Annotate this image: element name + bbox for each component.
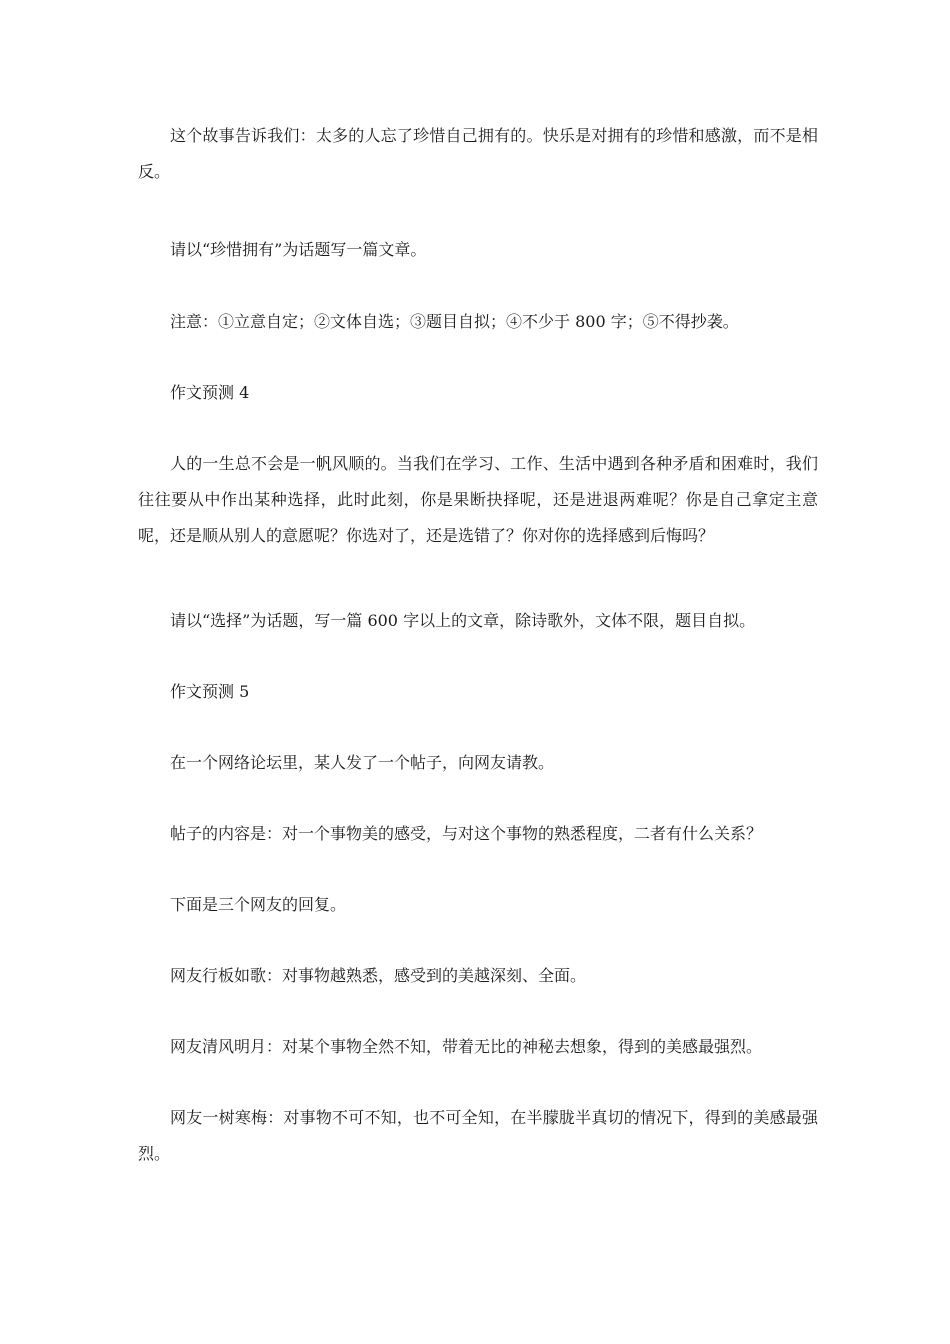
heading-prediction-5: 作文预测 5 — [170, 682, 250, 701]
heading-prediction-4: 作文预测 4 — [170, 383, 250, 402]
paragraph-forum-post: 在一个网络论坛里，某人发了一个帖子，向网友请教。 — [170, 753, 555, 772]
paragraph-prompt-choice: 请以“选择”为话题，写一篇 600 字以上的文章，除诗歌外，文体不限，题目自拟。 — [170, 611, 756, 630]
paragraph-story-moral: 这个故事告诉我们：太多的人忘了珍惜自己拥有的。快乐是对拥有的珍惜和感激，而不是相反。 — [138, 126, 818, 181]
paragraph-reply-1: 网友行板如歌：对事物越熟悉，感受到的美越深刻、全面。 — [170, 966, 587, 985]
paragraph-post-content: 帖子的内容是：对一个事物美的感受，与对这个事物的熟悉程度，二者有什么关系？ — [170, 824, 763, 843]
paragraph-choice-intro: 人的一生总不会是一帆风顺的。当我们在学习、工作、生活中遇到各种矛盾和困难时，我们往往要从中作出某种选择，此时此刻，你是果断抉择呢，还是进退两难呢？你是自己拿定主意呢，还是顺从别人的意愿呢？你选对了，还是选错了？你对你的选择感到后悔吗？ — [138, 454, 818, 545]
paragraph-replies-intro: 下面是三个网友的回复。 — [170, 895, 347, 914]
paragraph-reply-3: 网友一树寒梅：对事物不可不知，也不可全知，在半朦胧半真切的情况下，得到的美感最强烈。 — [138, 1108, 818, 1163]
paragraph-prompt-cherish: 请以“珍惜拥有”为话题写一篇文章。 — [170, 240, 427, 259]
paragraph-reply-2: 网友清风明月：对某个事物全然不知，带着无比的神秘去想象，得到的美感最强烈。 — [170, 1037, 763, 1056]
paragraph-notes: 注意：①立意自定；②文体自选；③题目自拟；④不少于 800 字；⑤不得抄袭。 — [170, 312, 739, 331]
